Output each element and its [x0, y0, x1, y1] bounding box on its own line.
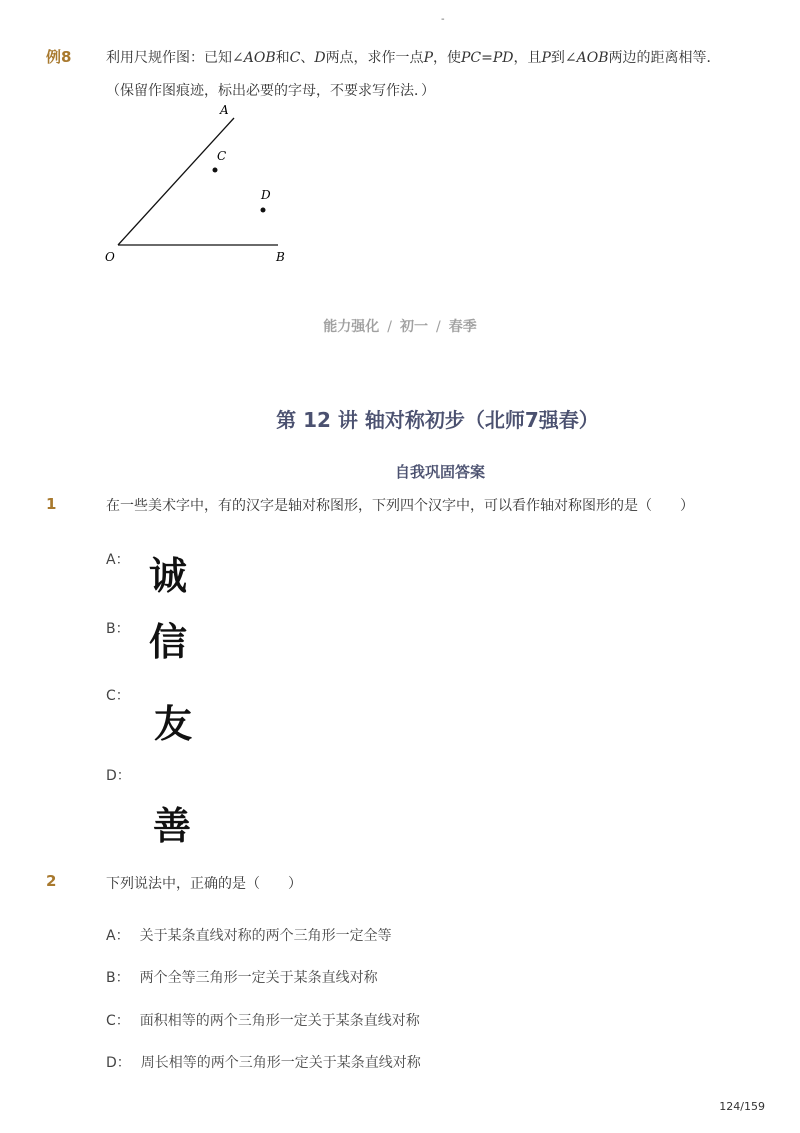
var-p: P: [541, 50, 551, 66]
option-row: [106, 925, 392, 945]
option-char: 友: [154, 702, 193, 746]
question-number: 2: [46, 872, 57, 890]
geometry-figure: [100, 100, 300, 270]
option-label: A：: [106, 928, 130, 944]
text-segment: ，且: [513, 50, 542, 66]
series-separator: /: [436, 319, 441, 335]
option-label: A：: [106, 552, 130, 568]
option-label: C：: [106, 1013, 130, 1029]
ray-oa: [118, 118, 234, 245]
label-a: A: [220, 103, 229, 117]
point-c-dot: [213, 168, 218, 173]
page-number: 124/159: [719, 1100, 765, 1113]
series-banner: [0, 316, 800, 336]
var-d: D: [314, 50, 326, 66]
example-question-line1: [106, 47, 721, 67]
label-b: B: [276, 250, 285, 264]
question-text: 下列说法中，正确的是（ ）: [106, 876, 302, 892]
series-part2: 初一: [400, 319, 428, 335]
lesson-title: 第 12 讲 轴对称初步（北师7强春）: [276, 408, 599, 432]
label-o: O: [105, 250, 115, 264]
question-number: 1: [46, 495, 57, 513]
option-char: 诚: [149, 554, 188, 598]
section-title: 自我巩固答案: [394, 463, 485, 481]
text-segment: ，使: [432, 50, 461, 66]
series-part1: 能力强化: [323, 319, 380, 335]
angle-symbol: ∠AOB: [232, 50, 276, 66]
option-row: [106, 1010, 420, 1030]
var-p: P: [423, 50, 433, 66]
text-segment: 到: [550, 50, 565, 66]
text-segment: 和: [275, 50, 290, 66]
question-text: 在一些美术字中，有的汉字是轴对称图形，下列四个汉字中，可以看作轴对称图形的是（ ）: [106, 498, 694, 514]
option-row: [106, 967, 378, 987]
option-text: 面积相等的两个三角形一定关于某条直线对称: [139, 1013, 420, 1029]
option-char: 信: [149, 620, 188, 664]
text-segment: 两边的距离相等．: [608, 50, 721, 66]
var-c: C: [289, 50, 301, 66]
example-label: 例8: [46, 48, 72, 66]
text-segment: 利用尺规作图：已知: [106, 50, 232, 66]
header-mark: -: [441, 14, 445, 25]
point-d-dot: [261, 208, 266, 213]
option-label: B：: [106, 621, 130, 637]
label-d: D: [261, 188, 271, 202]
option-text: 周长相等的两个三角形一定关于某条直线对称: [140, 1055, 421, 1071]
option-row: [106, 1052, 421, 1072]
option-label: B：: [106, 970, 130, 986]
label-c: C: [217, 149, 227, 163]
option-char: 善: [153, 804, 192, 848]
text-segment: 两点，求作一点: [325, 50, 424, 66]
option-label: D：: [106, 1055, 131, 1071]
option-label: D：: [106, 768, 131, 784]
equation: PC=PD: [460, 50, 514, 66]
series-part3: 春季: [448, 319, 477, 335]
text-segment: 、: [300, 50, 315, 66]
option-label: C：: [106, 688, 130, 704]
series-separator: /: [387, 319, 392, 335]
example-question-line2: （保留作图痕迹，标出必要的字母，不要求写作法．）: [106, 83, 435, 99]
option-text: 两个全等三角形一定关于某条直线对称: [139, 970, 378, 986]
angle-symbol: ∠AOB: [564, 50, 609, 66]
option-text: 关于某条直线对称的两个三角形一定全等: [139, 928, 392, 944]
